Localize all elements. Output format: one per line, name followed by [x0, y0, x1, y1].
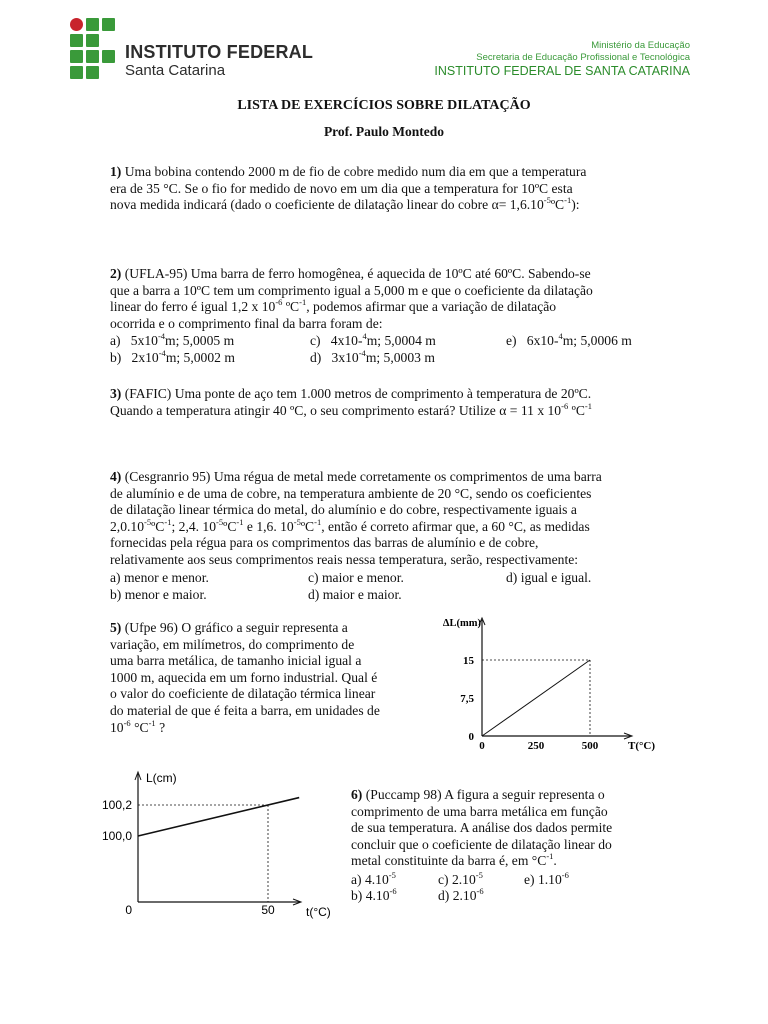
q5-line: do material de que é feita a barra, em unidades de	[110, 702, 380, 718]
question-4: 4) (Cesgranrio 95) Uma régua de metal mede corretamente os comprimentos de uma barra de alumínio e de uma de cobre, na temperatura ambiente de 20 °C, sendo os coeficientes de dilatação linear térmica do metal, do alumínio e do cobre, respectivamente iguais a $2,0.10^{-5}ºC^{-1}$; 2,4. $10^{-5}ºC^{-1}$ e 1,6. $10^{-5}ºC^{-1}$, então é correto afirmar que, a 60 °C, as medidas fornecidas pela régua para os comprimentos das barras de alumínio e de cobre, relativamente aos seus comprimentos reais nessa temperatura, serão, respectivamente:	[110, 469, 658, 569]
q2-line: (UFLA-95) Uma barra de ferro homogênea, é aquecida de 10ºC até 60ºC. Sabendo-se	[124, 266, 591, 281]
chart-l-vs-t	[90, 766, 350, 926]
q2-option-a: a) $5x10^{-4}m$; 5,0005 m	[110, 331, 235, 348]
gov-header	[390, 40, 690, 78]
q6-line: comprimento de uma barra metálica em função	[351, 803, 608, 819]
y-axis-label: L(cm)	[146, 771, 177, 785]
q2-line: linear do ferro é igual 1,2 x 10	[110, 299, 276, 315]
q6-line: (Puccamp 98) A figura a seguir representa o	[365, 787, 605, 802]
q4-number: 4)	[110, 469, 122, 484]
q6-line: concluir que o coeficiente de dilatação linear do	[351, 836, 612, 852]
x-tick-label: 0	[479, 740, 485, 752]
q1-unit: ºC	[550, 197, 565, 213]
q2-exp: -6	[275, 297, 283, 308]
campus-name: Santa Catarina	[125, 62, 226, 79]
q2-line: ocorrida e o comprimento final da barra foram de:	[110, 315, 383, 331]
q1-exp: -5	[543, 195, 551, 206]
question-1	[110, 164, 658, 214]
q6-option-d: d) $2.10^{-6}$	[438, 886, 484, 903]
q5-line: 1000 m, aquecida em um forno industrial. Qual é	[110, 669, 378, 685]
q6-line: de sua temperatura. A análise dos dados permite	[351, 820, 613, 836]
question-2	[110, 266, 658, 332]
y-tick-label: 7,5	[460, 693, 474, 705]
x-axis-label: t(°C)	[306, 905, 331, 919]
q1-end: ):	[571, 197, 580, 213]
series-line	[482, 660, 590, 736]
q2-option-c: c) 4x10-$^4$m; 5,0004 m	[310, 331, 436, 348]
q5-number: 5)	[110, 620, 122, 635]
q2-option-d: d) $3x10^{-4}m$; 5,0003 m	[310, 348, 435, 365]
x-tick-label: 500	[581, 740, 599, 752]
logo	[70, 18, 120, 80]
institute-full-label: INSTITUTO FEDERAL DE SANTA CATARINA	[434, 64, 690, 78]
y-tick-label: 15	[463, 655, 474, 667]
y-axis-label: ΔL(mm)	[442, 618, 481, 629]
q5-line: o valor do coeficiente de dilatação térmica linear	[110, 686, 376, 702]
y-tick-label: 0	[468, 731, 474, 743]
q3-unit: ºC	[568, 402, 585, 418]
q4-option-d2: d) maior e maior.	[308, 587, 402, 602]
author: Prof. Paulo Montedo	[323, 124, 445, 139]
q1-line: era de 35 °C. Se o fio for medido de novo em um dia que a temperatura for 10ºC esta	[110, 180, 573, 196]
institute-name: INSTITUTO FEDERAL	[125, 42, 314, 62]
series-line	[138, 798, 299, 836]
q3-line: (FAFIC) Uma ponte de aço tem 1.000 metros de comprimento à temperatura de 20ºC.	[124, 386, 592, 401]
q4-line: de alumínio e de uma de cobre, na temperatura ambiente de 20 °C, sendo os coeficientes	[110, 485, 592, 501]
q4-line: relativamente aos seus comprimentos reais nessa temperatura, serão, respectivamente:	[110, 551, 579, 567]
q4-line: de dilatação linear térmica do metal, do alumínio e do cobre, respectivamente iguais a	[110, 502, 577, 518]
q5-line: uma barra metálica, de tamanho inicial igual a	[110, 653, 362, 669]
page-title: LISTA DE EXERCÍCIOS SOBRE DILATAÇÃO	[237, 98, 531, 113]
q5-line: variação, em milímetros, do comprimento de	[110, 636, 355, 652]
question-3	[110, 386, 658, 419]
q4-option-b: b) menor e maior.	[110, 587, 207, 602]
q5-line: (Ufpe 96) O gráfico a seguir representa a	[124, 620, 348, 635]
q4-line: fornecidas pela régua para os comprimentos das barras de alumínio e de cobre,	[110, 535, 539, 551]
q6-number: 6)	[351, 787, 363, 802]
chart-delta-l-vs-t	[420, 612, 690, 758]
y-tick-label: 100,2	[101, 798, 132, 812]
q1-exp: -1	[564, 195, 572, 206]
q4-option-c: c) maior e menor.	[308, 570, 404, 585]
q2-number: 2)	[110, 266, 122, 281]
x-tick-label: 250	[527, 740, 545, 752]
q6-option-a: a) $4.10^{-5}$	[351, 870, 396, 887]
y-tick-label: 100,0	[101, 829, 132, 843]
q2-line: , podemos afirmar que a variação de dilatação	[306, 299, 557, 315]
q2-line: que a barra a 10ºC tem um comprimento igual a 5,000 m e que o coeficiente da dilatação	[110, 282, 593, 298]
q3-exp: -1	[584, 400, 592, 411]
q1-line: Uma bobina contendo 2000 m de fio de cobre medido num dia em que a temperatura	[124, 164, 587, 179]
q2-unit: ºC	[282, 299, 300, 315]
x-tick-label: 50	[261, 903, 275, 917]
ministry-label: Ministério da Educação	[591, 40, 690, 51]
q3-line: Quando a temperatura atingir 40 ºC, o seu comprimento estará? Utilize α = 11 x 10	[110, 402, 562, 418]
q3-number: 3)	[110, 386, 122, 401]
x-tick-label: 0	[125, 903, 132, 917]
secretariat-label: Secretaria de Educação Profissional e Tecnológica	[476, 52, 690, 63]
q1-number: 1)	[110, 164, 122, 179]
q2-exp: -1	[299, 297, 307, 308]
q3-exp: -6	[561, 400, 569, 411]
q2-option-e: e) 6x10-$^4$m; 5,0006 m	[506, 331, 632, 348]
question-6: 6) (Puccamp 98) A figura a seguir representa o comprimento de uma barra metálica em função de sua temperatura. A análise dos dados permite concluir que o coeficiente de dilatação linear do metal constituinte da barra é, em $^\circ C^{-1}$.	[351, 787, 661, 870]
question-5: 5) (Ufpe 96) O gráfico a seguir representa a variação, em milímetros, do comprimento de uma barra metálica, de tamanho inicial igual a 1000 m, aquecida em um forno industrial. Qual é o valor do coeficiente de dilatação térmica linear do material de que é feita a barra, em unidades de $10^{-6}$ $^\circ C^{-1}$ ?	[110, 620, 412, 736]
q6-option-c: c) $2.10^{-5}$	[438, 870, 483, 887]
q6-option-b: b) $4.10^{-6}$	[351, 886, 397, 903]
q4-option-d: d) igual e igual.	[506, 570, 592, 585]
logo-red-dot	[70, 18, 83, 31]
q6-option-e: e) $1.10^{-6}$	[524, 870, 569, 887]
q4-line: (Cesgranrio 95) Uma régua de metal mede corretamente os comprimentos de uma barra	[124, 469, 602, 484]
q1-line: nova medida indicará (dado o coeficiente de dilatação linear do cobre α= 1,6.10	[110, 197, 544, 213]
q4-option-a: a) menor e menor.	[110, 570, 209, 585]
x-axis-label: T(°C)	[628, 740, 656, 752]
q2-option-b: b) $2x10^{-4}m$; 5,0002 m	[110, 348, 235, 365]
